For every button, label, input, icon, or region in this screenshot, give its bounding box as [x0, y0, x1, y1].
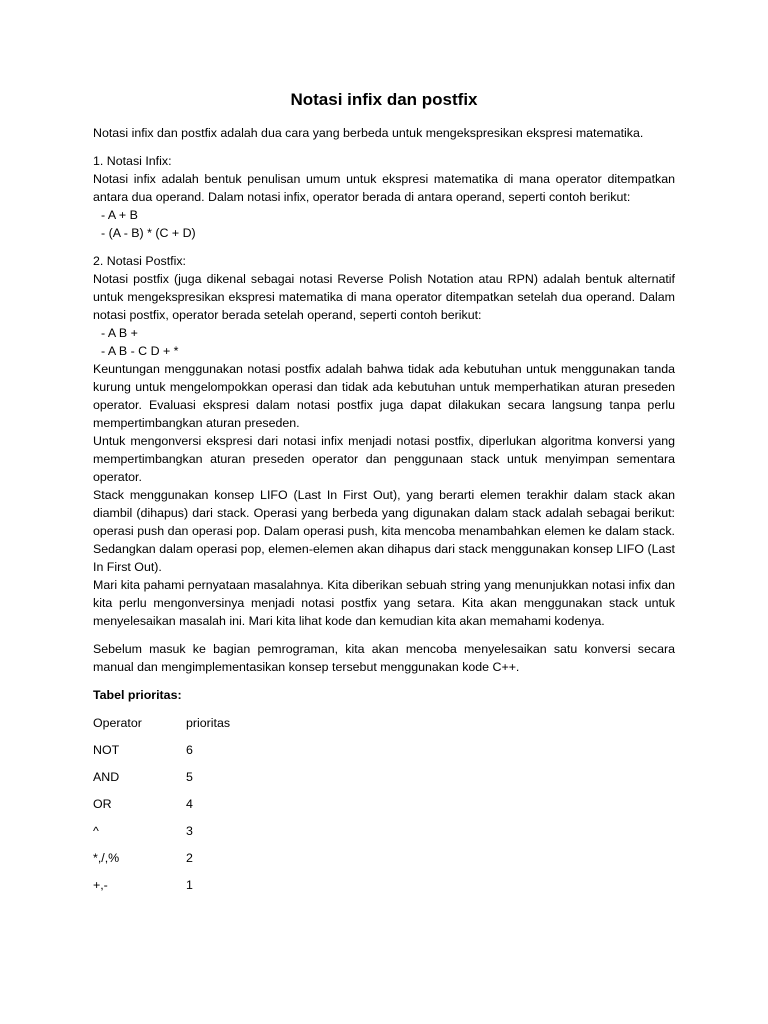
- document-title: Notasi infix dan postfix: [290, 90, 478, 109]
- table-row: [93, 876, 230, 903]
- row-priority: 5: [186, 770, 193, 784]
- row-operator: NOT: [93, 743, 120, 757]
- row-operator: AND: [93, 770, 120, 784]
- section1-example: - A + B: [101, 208, 138, 222]
- conversion-paragraph: Untuk mengonversi ekspresi dari notasi infix menjadi notasi postfix, diperlukan algoritma konversi yang mempertimbangkan aturan preseden operator dan penggunaan stack untuk menyimpan sementara operator.: [93, 434, 675, 484]
- row-priority: 6: [186, 743, 193, 757]
- table-row: [93, 849, 230, 876]
- row-priority: 2: [186, 851, 193, 865]
- row-operator: ^: [93, 824, 99, 838]
- problem-paragraph: Mari kita pahami pernyataan masalahnya. Kita diberikan sebuah string yang menunjukkan notasi infix dan kita perlu mengonversinya menjadi notasi postfix yang setara. Kita akan menggunakan stack untuk menyelesaikan masalah ini. Mari kita lihat kode dan kemudian kita akan memahami kodenya.: [93, 578, 675, 628]
- stack-paragraph: Stack menggunakan konsep LIFO (Last In First Out), yang berarti elemen terakhir dalam stack akan diambil (dihapus) dari stack. Operasi yang berbeda yang digunakan dalam stack adalah sebagai berikut: operasi push dan operasi pop. Dalam operasi push, kita mencoba menambahkan elemen ke dalam stack. Sedangkan dalam operasi pop, elemen-elemen akan dihapus dari stack menggunakan konsep LIFO (Last In First Out).: [93, 488, 675, 574]
- priority-table-header: [93, 714, 230, 741]
- row-operator: +,-: [93, 878, 108, 892]
- table-row: [93, 768, 230, 795]
- priority-table: [93, 714, 230, 903]
- priority-table-title: Tabel prioritas:: [93, 688, 182, 702]
- table-row: [93, 822, 230, 849]
- header-operator: Operator: [93, 716, 142, 730]
- row-priority: 3: [186, 824, 193, 838]
- row-priority: 1: [186, 878, 193, 892]
- section2-body: Notasi postfix (juga dikenal sebagai notasi Reverse Polish Notation atau RPN) adalah bentuk alternatif untuk mengekspresikan ekspresi matematika di mana operator ditempatkan setelah dua operand. Dalam notasi postfix, operator berada setelah operand, seperti contoh berikut:: [93, 272, 675, 322]
- section1-heading: 1. Notasi Infix:: [93, 154, 172, 168]
- row-priority: 4: [186, 797, 193, 811]
- table-row: [93, 795, 230, 822]
- section1-body: Notasi infix adalah bentuk penulisan umum untuk ekspresi matematika di mana operator ditempatkan antara dua operand. Dalam notasi infix, operator berada di antara operand, seperti contoh berikut:: [93, 172, 675, 204]
- document-page: [93, 88, 675, 903]
- row-operator: OR: [93, 797, 112, 811]
- section1-example: - (A - B) * (C + D): [101, 226, 196, 240]
- section2-example: - A B - C D + *: [101, 344, 179, 358]
- section2-heading: 2. Notasi Postfix:: [93, 254, 186, 268]
- table-row: [93, 741, 230, 768]
- intro-paragraph: Notasi infix dan postfix adalah dua cara yang berbeda untuk mengekspresikan ekspresi matematika.: [93, 126, 644, 140]
- section2-example: - A B +: [101, 326, 138, 340]
- advantage-paragraph: Keuntungan menggunakan notasi postfix adalah bahwa tidak ada kebutuhan untuk menggunakan tanda kurung untuk mengelompokkan operasi dan tidak ada kebutuhan untuk memperhatikan aturan preseden operator. Evaluasi ekspresi dalam notasi postfix juga dapat dilakukan secara langsung tanpa perlu mempertimbangkan aturan preseden.: [93, 362, 675, 430]
- row-operator: *,/,%: [93, 851, 120, 865]
- header-priority: prioritas: [186, 716, 231, 730]
- before-programming-paragraph: Sebelum masuk ke bagian pemrograman, kita akan mencoba menyelesaikan satu konversi secara manual dan mengimplementasikan konsep tersebut menggunakan kode C++.: [93, 642, 675, 674]
